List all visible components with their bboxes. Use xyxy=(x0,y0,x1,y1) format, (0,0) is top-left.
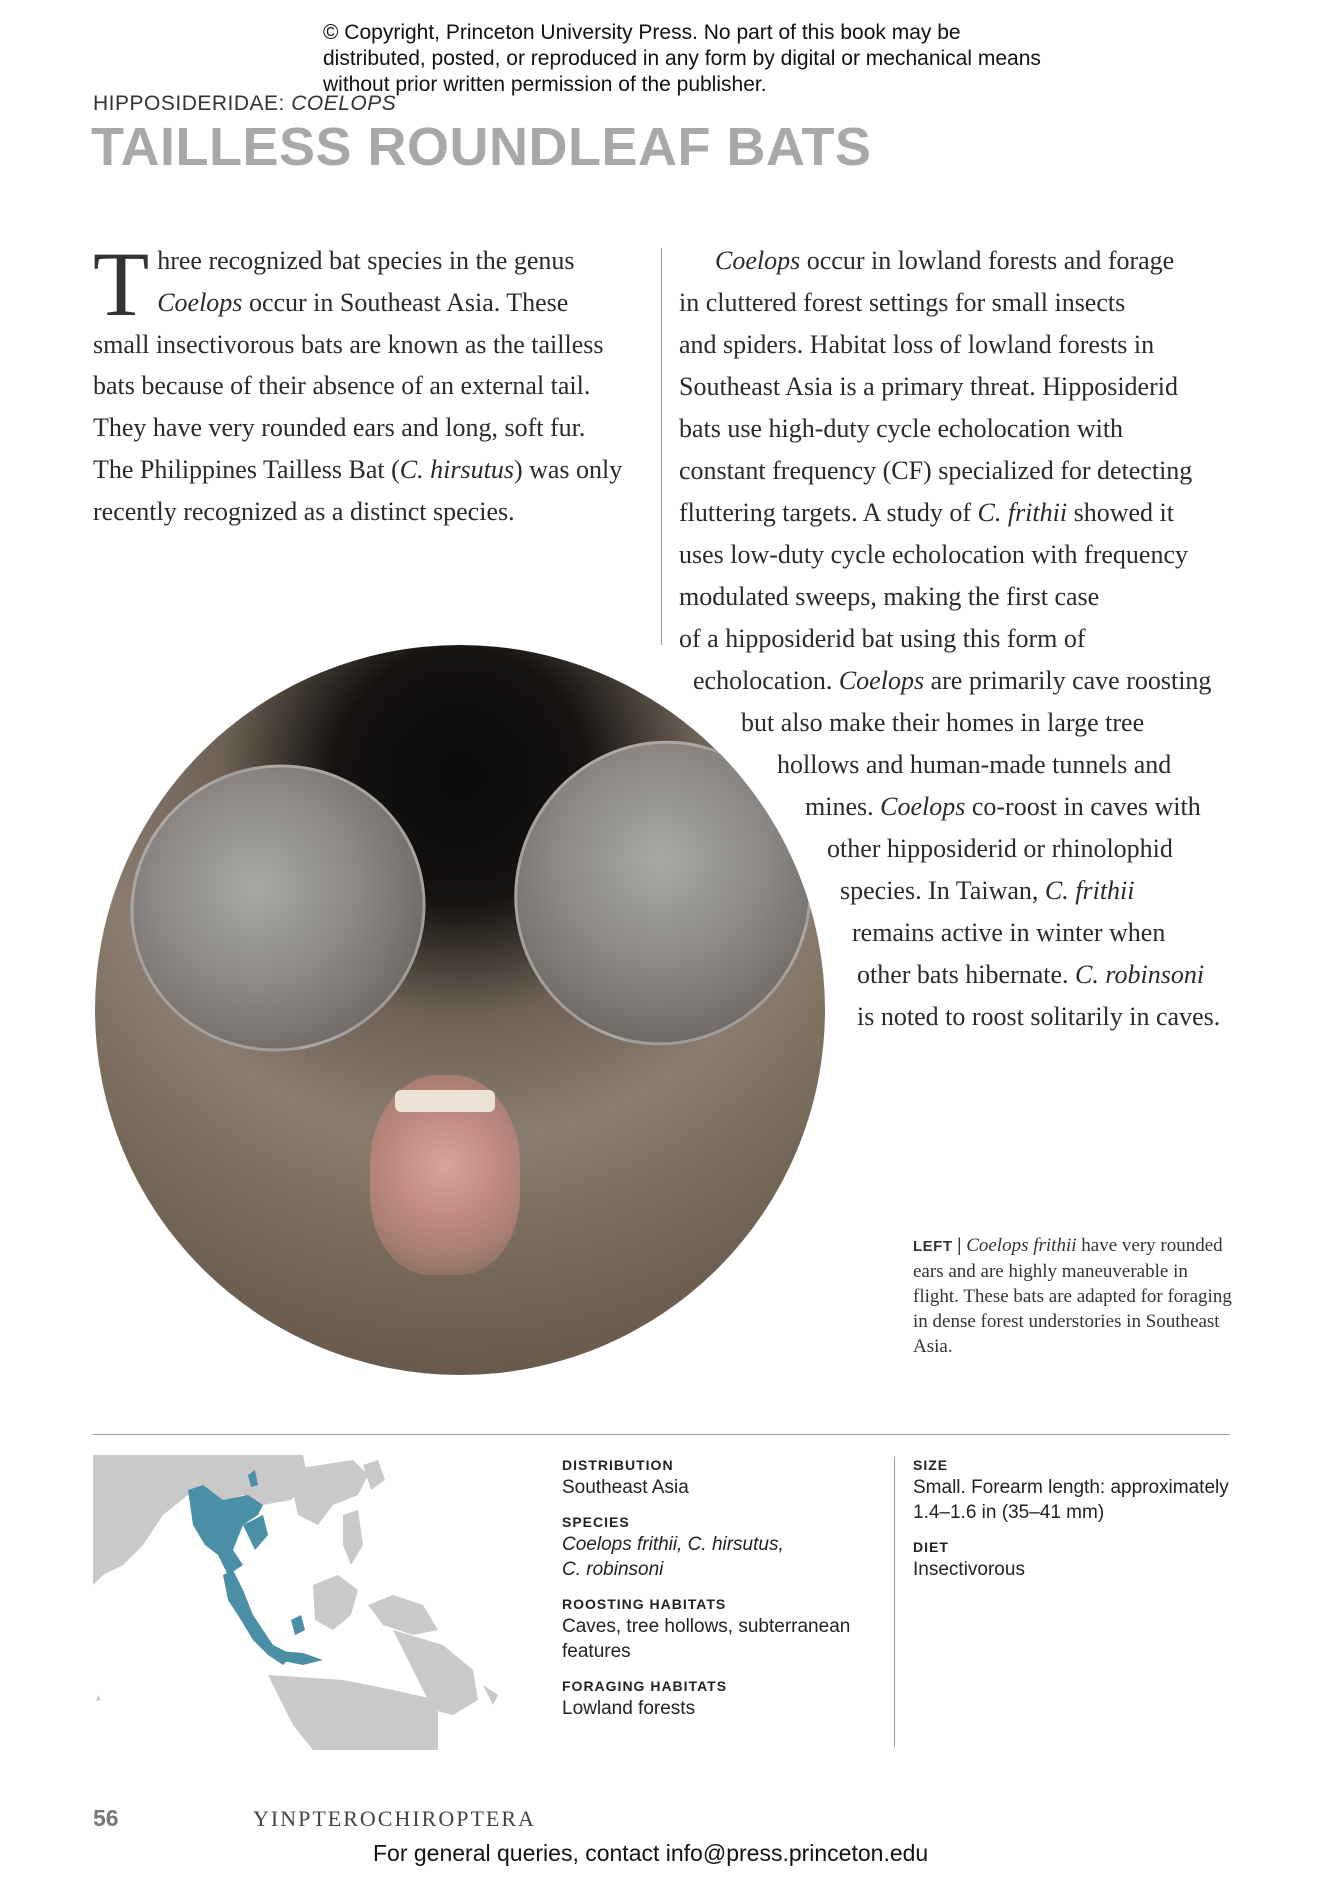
species-label: SPECIES xyxy=(562,1514,630,1530)
bat-ear-left xyxy=(95,726,463,1089)
family-prefix: HIPPOSIDERIDAE: xyxy=(93,92,292,115)
line-text: are primarily cave roosting xyxy=(924,666,1212,695)
distribution-value: Southeast Asia xyxy=(562,1477,689,1498)
species-italic: C. robinsoni xyxy=(1075,960,1205,989)
text-line: hollows and human-made tunnels and xyxy=(777,750,1172,779)
species-value xyxy=(562,1532,802,1582)
drop-cap: T xyxy=(93,233,150,335)
family-genus: COELOPS xyxy=(291,92,397,115)
species-list: Coelops frithii, C. hirsutus, C. robinsoni xyxy=(562,1534,784,1580)
intro-text-1: hree recognized bat species in the genus xyxy=(157,246,575,275)
column-divider xyxy=(661,248,662,645)
line-text: occur in lowland forests and forage xyxy=(800,246,1175,275)
foraging-label: FORAGING HABITATS xyxy=(562,1678,728,1694)
intro-text-2: occur in Southeast Asia. These small insectivorous bats are known as the tailless bats because of their absence of an external tail. They have very rounded ears and long, soft fur. The Philippines Tailless Bat ( xyxy=(93,287,604,484)
intro-text-3: ) was only recently recognized as a distinct species. xyxy=(93,454,623,526)
caption-separator: | xyxy=(957,1235,962,1256)
text-line: uses low-duty cycle echolocation with frequency xyxy=(679,540,1188,569)
copyright-notice: © Copyright, Princeton University Press. No part of this book may be distributed, posted, or reproduced in any form by digital or mechanical means without prior written permission of the publisher. xyxy=(323,21,1041,96)
line-text: other bats hibernate. xyxy=(857,960,1076,989)
roosting-value: Caves, tree hollows, subterranean features xyxy=(562,1616,851,1662)
roosting-label: ROOSTING HABITATS xyxy=(562,1596,727,1612)
text-line: of a hipposiderid bat using this form of xyxy=(679,624,1086,653)
running-head: YINPTEROCHIROPTERA xyxy=(253,1806,536,1831)
facts-column-1 xyxy=(562,1457,882,1735)
species-italic: C. frithii xyxy=(1044,876,1135,905)
distribution-map xyxy=(93,1455,533,1750)
text-line: other hipposiderid or rhinolophid xyxy=(827,834,1173,863)
text-line: bats use high-duty cycle echolocation with xyxy=(679,414,1124,443)
size-label: SIZE xyxy=(913,1457,949,1473)
text-line: is noted to roost solitarily in caves. xyxy=(857,1002,1221,1031)
line-text: mines. xyxy=(805,792,881,821)
text-line xyxy=(715,240,1174,282)
text-line xyxy=(857,954,1204,996)
diet-label: DIET xyxy=(913,1539,949,1555)
genus-italic: Coelops xyxy=(880,792,966,821)
caption-text: have very rounded ears and are highly maneuverable in flight. These bats are adapted for foraging in dense forest understories in Southeast Asia. xyxy=(913,1235,1232,1357)
line-text: fluttering targets. A study of xyxy=(679,498,978,527)
section-rule xyxy=(93,1434,1230,1435)
genus-italic: Coelops xyxy=(838,666,925,695)
distribution-label: DISTRIBUTION xyxy=(562,1457,674,1473)
intro-paragraph xyxy=(93,233,623,533)
diet-value: Insectivorous xyxy=(913,1559,1025,1580)
bat-teeth xyxy=(395,1090,495,1112)
line-text: species. In Taiwan, xyxy=(840,876,1045,905)
text-line: but also make their homes in large tree xyxy=(741,708,1145,737)
facts-divider xyxy=(894,1457,895,1747)
text-line: Southeast Asia is a primary threat. Hipposiderid xyxy=(679,372,1178,401)
species-italic: C. frithii xyxy=(977,498,1068,527)
text-line xyxy=(805,786,1201,828)
text-line: and spiders. Habitat loss of lowland forests in xyxy=(679,330,1155,359)
map-landmass xyxy=(93,1455,498,1750)
text-line xyxy=(840,870,1135,912)
text-line xyxy=(693,660,1211,702)
intro-genus: Coelops xyxy=(157,287,243,317)
text-line: in cluttered forest settings for small insects xyxy=(679,288,1126,317)
intro-species: C. hirsutus xyxy=(399,454,514,484)
text-line xyxy=(679,492,1174,534)
photo-caption xyxy=(913,1233,1233,1359)
page-number: 56 xyxy=(93,1805,119,1831)
contact-footer: For general queries, contact info@press.princeton.edu xyxy=(373,1840,929,1866)
page-title: TAILLESS ROUNDLEAF BATS xyxy=(91,117,872,177)
family-heading xyxy=(93,92,396,116)
genus-italic: Coelops xyxy=(715,246,801,275)
line-text: co-roost in caves with xyxy=(965,792,1201,821)
line-text: echolocation. xyxy=(693,666,839,695)
text-line: remains active in winter when xyxy=(852,918,1166,947)
line-text: showed it xyxy=(1067,498,1174,527)
text-line: constant frequency (CF) specialized for detecting xyxy=(679,456,1193,485)
caption-genus: Coelops frithii xyxy=(966,1235,1077,1256)
facts-column-2 xyxy=(913,1457,1233,1596)
size-value: Small. Forearm length: approximately 1.4–1.6 in (35–41 mm) xyxy=(913,1477,1229,1523)
caption-label: LEFT xyxy=(913,1238,953,1255)
bat-ear-right xyxy=(468,696,825,1091)
text-line: modulated sweeps, making the first case xyxy=(679,582,1100,611)
foraging-value: Lowland forests xyxy=(562,1698,696,1719)
bat-photo xyxy=(95,645,825,1375)
